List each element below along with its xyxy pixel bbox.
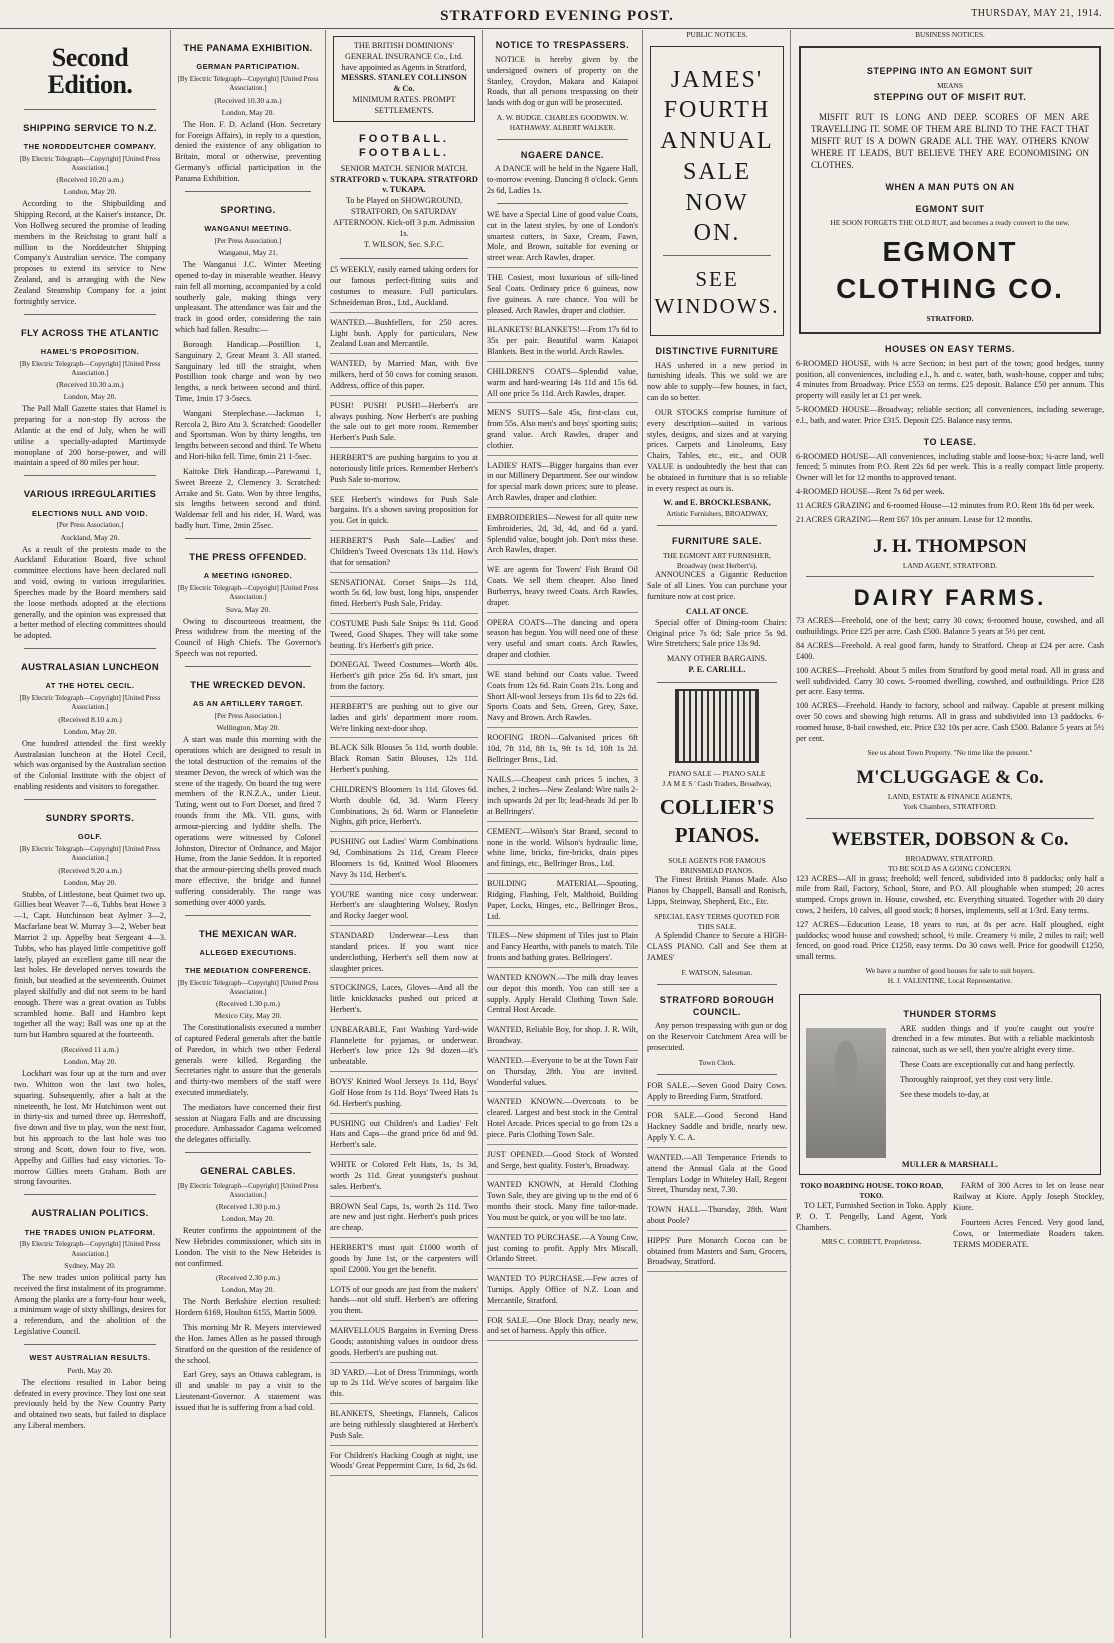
classified-ad: NAILS.—Cheapest cash prices 5 inches, 3 inches, 2 inches—New Zealand: Wire nails 2-inch upwards 2d per lb; lead-heads 3d per lb at Bellringers'.	[487, 775, 638, 822]
classified-ad: ROOFING IRON—Galvanised prices 6ft 10d, 7ft 11d, 8ft 1s, 9ft 1s 1d, 10ft 1s 2d. Bellringer Bros., Ltd.	[487, 733, 638, 769]
ad-body: These Coats are exceptionally cut and hang perfectly.	[900, 1060, 1075, 1070]
dateline: London, May 20.	[63, 1057, 117, 1067]
ad-signature: F. WATSON, Salesman.	[681, 967, 753, 977]
classified-ad: LADIES' HATS—Bigger bargains than ever in our Millinery Department. See our window for special mark down prices; sure to please. Arch Rawles, draper and clothier.	[487, 461, 638, 508]
divider	[340, 258, 468, 259]
classified-ad: BLANKETS, Sheetings, Flannels, Calicos are being ruthlessly slaughtered at Herbert's Push Sale.	[330, 1409, 478, 1445]
dateline: London, May 20.	[63, 726, 117, 736]
ad-line: HE SOON FORGETS THE OLD RUT, and becomes a ready convert to the new.	[830, 218, 1070, 228]
classified-ad: BLANKETS! BLANKETS!—From 17s 6d to 35s per pair. Beautiful warm Kaiapoi Blankets. Best in the world. Arch Rawles.	[487, 325, 638, 361]
article-subhead: THE MEDIATION CONFERENCE.	[184, 965, 312, 975]
ad-line: THE BRITISH DOMINIONS' GENERAL INSURANCE Co., Ltd.	[345, 41, 463, 61]
sale-word: NOW	[685, 189, 749, 216]
article-heading: THE PRESS OFFENDED.	[189, 550, 307, 562]
article-subhead: GERMAN PARTICIPATION.	[196, 62, 300, 72]
article-subhead: WEST AUSTRALIAN RESULTS.	[29, 1352, 151, 1362]
ad-heading: FURNITURE SALE.	[672, 536, 762, 547]
received-time: (Received 2.30 p.m.)	[216, 1273, 280, 1283]
article-subhead: A MEETING IGNORED.	[203, 571, 293, 581]
article-heading: SUNDRY SPORTS.	[45, 811, 135, 823]
classified-ad: MARVELLOUS Bargains in Evening Dress Goods; astonishing values in outdoor dress goods. Herbert's are pushing out.	[330, 1326, 478, 1362]
ad-signature: A. W. BUDGE. CHARLES GOODWIN. W. HATHAWAY. ALBERT WALKER.	[496, 113, 629, 132]
classified-ad: WANTED KNOWN, at Herald Clothing Town Sale, they are giving up to the end of 6 months their stock. Many fine tailor-made. You must be quick, or you will be too late.	[487, 1180, 638, 1227]
ad-body: A DANCE will be held in the Ngaere Hall, to-morrow evening. Dancing 8 o'clock. Gents 2s 6d, Ladies 1s.	[487, 164, 638, 196]
divider	[185, 915, 311, 916]
divider	[185, 538, 311, 539]
article-body: Earl Grey, says an Ottawa cablegram, is ill and unable to pay a visit to the Lieutenant-Governor. A statement was issued that he is suffering from a bad cold.	[175, 1370, 321, 1412]
divider	[24, 1344, 156, 1345]
listing: 4-ROOMED HOUSE—Rent 7s 6d per week.	[796, 487, 945, 497]
divider	[185, 191, 311, 192]
ad-signature: P. E. CARLILL.	[688, 665, 746, 675]
divider	[24, 475, 156, 476]
classified-ad: OPERA COATS—The dancing and opera season has begun. You will need one of these very useful and smart coats. Arch Rawles, draper and clothier.	[487, 618, 638, 665]
sale-word: WINDOWS.	[654, 294, 780, 319]
byline: [Per Press Association.]	[56, 521, 124, 530]
classified-ad: UNBEARABLE, Fast Washing Yard-wide Flannelette for pyjamas, or underwear. Herbert's low price 12s 9d dozen—it's unbeatable.	[330, 1025, 478, 1072]
article-body: Stubbs, of Littlestone, beat Quimet two up. Gillies beat Weaver 7—6, Tubbs beat Howe 3—1, Capt. Hutchinson beat Aylmer 3—2, Macfarlane beat W. Murray 3—2, Weber beat Marriot 2 up. Appelby beat Sergeant 4—3. Tubbs, who has played little competitive golf lately, played an excellent game till near the last holes. He developed nerves towards the finish, but steadied at the seventeenth. Ouimet played skilfully and did not seem to be hard enough. There was a great ovation as Tubbs scrambled home. Ball and Hambro kept together all the way; Ball was one up at the turn but Hambro squared at the fourteenth.	[14, 889, 166, 1040]
ad-line: STEPPING INTO AN EGMONT SUIT	[866, 65, 1034, 76]
listing: 100 ACRES—Freehold. About 5 miles from Stratford by good metal road. All in grass and well subdivided. Carry 30 cows. 5-roomed dwelling, cowshed, and outbuildings. Price £28 per acre. Easy terms.	[796, 665, 1104, 697]
article-heading: FLY ACROSS THE ATLANTIC	[20, 326, 160, 338]
classified-ad: CHILDREN'S Bloomers 1s 11d. Gloves 6d. Worth double 6d, 3d. Warm Fleecy Combinations, 2s 6d. Warm or Flannelette Nights, gift price, Herbert's.	[330, 785, 478, 832]
received-time: (Received 9.20 a.m.)	[58, 865, 122, 875]
article-body: Wangani Steeplechase.—Jackman 1, Rercola 2, Biro Atu 3. Scratched: Goodeller and Sportsman. Won by thirty lengths, ten lengths between second and third. Te Whetu and Hori-hiko fell. Time, 6min 21 1-5sec.	[175, 408, 321, 462]
classified-ad: FOR SALE.—Good Second Hand Hackney Saddle and bridle, nearly new. Apply Y. C. A.	[647, 1111, 787, 1147]
listing: 73 ACRES—Freehold, one of the best; carry 30 cows; 6-roomed house, cowshed, and all outbuildings. Price £25 per acre. Cash £500. Balance 5 years at 5½ per cent.	[796, 616, 1104, 637]
article-subhead: WANGANUI MEETING.	[204, 224, 292, 234]
classified-list	[647, 1081, 787, 1273]
ad-line: J A M E S ' Cash Traders, Broadway,	[662, 778, 772, 788]
ad-line: We have a number of good houses for sale to suit buyers.	[865, 966, 1035, 976]
article-body: The new trades union political party has received the first instalment of its programme. Among the planks are a forty-four hour week, a minimum wage of sixty shillings, desires for a referendum, and the abolition of the Legislative Council.	[14, 1272, 166, 1337]
ad-signature: Town Clerk.	[698, 1057, 736, 1067]
divider	[497, 203, 628, 204]
article-heading: VARIOUS IRREGULARITIES	[23, 488, 157, 500]
classified-ad: WE have a Special Line of good value Coats, cut in the latest styles, by one of London's smartest cutters, in Saxe, Cream, Fawn, Mole, and Brown, suitable for evening or street wear. Arch Rawles, draper.	[487, 210, 638, 268]
ad-body: See these models to-day, at	[900, 1089, 989, 1099]
article-heading: AUSTRALASIAN LUNCHEON	[20, 661, 160, 673]
ad-title: COLLIER'S PIANOS.	[659, 795, 775, 848]
edition-title: Second Edition.	[47, 43, 133, 100]
classified-ad: SEE Herbert's windows for Push Sale bargains. It's a shown saving proposition for you. Get in quick.	[330, 495, 478, 531]
classified-ad: FOR SALE.—Seven Good Dairy Cows. Apply to Breeding Farm, Stratford.	[647, 1081, 787, 1107]
divider	[663, 255, 771, 256]
ad-heading: STRATFORD BOROUGH COUNCIL.	[659, 994, 775, 1017]
egmont-logo: EGMONT CLOTHING CO.	[836, 236, 1064, 305]
classified-ad: JUST OPENED.—Good Stock of Worsted and Serge, best quality. Foster's, Broadway.	[487, 1150, 638, 1176]
byline: [By Electric Telegraph—Copyright] [United Press Association.]	[19, 694, 161, 712]
football-ad	[330, 132, 478, 251]
listing: 100 ACRES—Freehold. Handy to factory, school and railway. Capable at present milking over 50 cows and showing high returns. All in grass and subdivided into 13 paddocks. 6-roomed house, 8-bail cowshed, etc. Price £32 10s per acre. Cash £500. Balance 5 years at 5½ per cent.	[796, 701, 1104, 743]
ad-signature: H. J. VALENTINE, Local Representative.	[887, 975, 1013, 985]
masthead	[0, 0, 1114, 29]
ad-line: TO BE SOLD AS A GOING CONCERN.	[887, 863, 1013, 873]
classified-list	[487, 210, 638, 1341]
ad-heading: TO LEASE.	[923, 436, 977, 447]
raincoat-illustration	[806, 1028, 886, 1158]
ad-heading: NGAERE DANCE.	[520, 149, 605, 160]
classified-ad: BOYS' Knitted Wool Jerseys 1s 11d, Boys' Golf Hose from 1s 11d. Boys' Tweed Hats 1s 6d. Herbert's pushing.	[330, 1077, 478, 1113]
dateline: Suva, May 20.	[225, 604, 271, 614]
ad-line: MANY OTHER BARGAINS.	[667, 654, 767, 664]
received-time: (Received 11 a.m.)	[61, 1045, 119, 1055]
sale-word: SEE	[695, 267, 739, 292]
ad-signature: MRS C. CORBETT, Proprietress.	[821, 1237, 922, 1247]
classified-ad: WANTED.—All Temperance Friends to attend the Annual Gala at the Good Templars Lodge in Whiteley Hall, Regent Street, Thursday next, 7.30.	[647, 1153, 787, 1200]
byline: [By Electric Telegraph—Copyright] [United Press Association.]	[177, 75, 319, 93]
dateline: London, May 20.	[63, 392, 117, 402]
classified-ad: FOR SALE.—One Block Dray, nearly new, and set of harness. Apply this office.	[487, 1316, 638, 1342]
byline: [Per Press Association.]	[214, 712, 282, 721]
ad-body: The Finest British Pianos Made. Also Pianos by Chappell, Bansall and Ronisch, Lipps, Steinway, Shepherd, Etc., Etc.	[647, 875, 787, 907]
dateline: Perth, May 20.	[67, 1365, 113, 1375]
article-body: This morning Mr R. Meyers interviewed the Hon. James Allen as he passed through Stratford on the question of the residence of the school.	[175, 1323, 321, 1365]
classified-ad: HERBERT'S must quit £1000 worth of goods by June 1st, or the carpenters will spoil £2000. You get the benefit.	[330, 1243, 478, 1279]
listing: 123 ACRES—All in grass; freehold; well fenced, subdivided into 8 paddocks; only half a mile from Rail, Factory, School, Store, and P.O. All ploughable when stumped; 20 acres stumped. Crops grown in. House, cowshed, etc. Everything situated. Together with 20 dairy cows, 2 heifers, 10 calves, all good stock; 8 horses, implements, sell at 1/3rd. Easy terms.	[796, 873, 1104, 915]
article-body: A start was made this morning with the operations which are designed to result in the total destruction of the remains of the steamer Devon, the wreck of which was the scene of the tragedy. On board the tug were members of the R.N.Z.A., under Lieut. Tuting, went out to Fort Dorset, and fired 7 rounds from the Mk. VII. guns, with armour-piercing and lyddite shells. The operations were witnessed by Colonel Johnston, Director of Ordnance, and Major Hume, from the Janie Seddon. It is reported that the armour-piercing shells proved much more effective, the bridge and funnel suffering considerably. The range was something over 4000 yards.	[175, 735, 321, 907]
ad-line: THE EGMONT ART FURNISHER, Broadway (next Herbert's),	[662, 550, 772, 570]
ad-body: Special offer of Dining-room Chairs: Original price 7s 6d; Sale price 5s 9d. Wire Stretchers; Sale price 13s 9d.	[647, 617, 787, 649]
byline: [By Electric Telegraph—Copyright] [United Press Association.]	[19, 154, 161, 172]
classified-ad: BROWN Seal Caps, 1s, worth 2s 11d. Two are new and just right. Herbert's push prices are cheap.	[330, 1202, 478, 1238]
listing: 6-ROOMED HOUSE, with ⅛ acre Section; in best part of the town; good hedges, sunny position, all conveniences, including e.l., h. and c. water, bath, wash-house, copper and tubs; 4 minutes from Broadway. Price £553 on terms. £25 deposit. Balance £50 per annum. This property will easily let at £1 per week.	[796, 358, 1104, 401]
agent-name: WEBSTER, DOBSON & Co.	[831, 828, 1069, 850]
column-rule	[482, 30, 483, 1638]
received-time: (Received 10.30 a.m.)	[214, 95, 282, 105]
byline: [By Electric Telegraph—Copyright] [United Press Association.]	[177, 1181, 319, 1199]
agent-sub: BROADWAY, STRATFORD.	[905, 853, 995, 863]
ad-line: have appointed as Agents in Stratford,	[341, 62, 467, 72]
divider	[806, 576, 1094, 577]
article-body: The North Berkshire election resulted: Hordern 6169, Houlton 6155, Martin 5009.	[175, 1297, 321, 1318]
ad-heading: NOTICE TO TRESPASSERS.	[495, 40, 630, 50]
classified-ad: PUSHING out Ladies' Warm Combinations 9d, Combinations 2s 11d, Cream Fleece Bloomers 1s 6d, Knitted Wool Bloomers Navy 3s 11d, Herbert's.	[330, 837, 478, 884]
column-rule	[790, 30, 791, 1638]
sale-word: JAMES'	[670, 66, 764, 93]
farm-ad	[953, 1181, 1104, 1254]
ad-line: SPECIAL EASY TERMS QUOTED FOR THIS SALE.	[654, 911, 780, 931]
ad-line: STRATFORD v. TUKAPA. STRATFORD v. TUKAPA.	[330, 174, 478, 195]
article-heading: THE WRECKED DEVON.	[190, 678, 306, 690]
classified-ad: STOCKINGS, Laces, Gloves—And all the little knickknacks pushed out priced at Herbert's.	[330, 983, 478, 1019]
article-subhead: GOLF.	[77, 832, 103, 842]
classified-ad: WANTED.—Everyone to be at the Town Fair on Thursday, 28th. You are invited. Wonderful values.	[487, 1056, 638, 1092]
classified-ad: STANDARD Underwear—Less than standard prices. If you want nice underclothing, Herbert's sell them now at slaughter prices.	[330, 931, 478, 978]
article-subhead: AS AN ARTILLERY TARGET.	[192, 699, 304, 709]
listing: 21 ACRES GRAZING—Rent £67 10s per annum. Lease for 12 months.	[796, 514, 1033, 524]
piano-illustration	[675, 689, 759, 763]
ad-line: WHEN A MAN PUTS ON AN	[885, 181, 1015, 192]
ad-body: ANNOUNCES a Gigantic Reduction Sale of all Lines. You can purchase your furniture now at cost price.	[647, 570, 787, 602]
ad-line: PIANO SALE — PIANO SALE	[668, 768, 766, 778]
received-time: (Received 10.20 a.m.)	[56, 175, 124, 185]
article-subhead: THE TRADES UNION PLATFORM.	[24, 1227, 156, 1237]
divider	[657, 525, 777, 526]
article-body: Lockhart was four up at the turn and over two. Whitton won the last two holes, squaring. Subsequently, after a halt at the nineteenth, he lost. Mr Hutchinson went out in thirty-six and turned three up. Herreshoff, five down and five to play, won the next four, but his approach to the last hole was too strong and Scott, down four to five, won. Appelby and Gillies had easy victories. To-morrow Gillies meets Graham. Both are strong favourites.	[14, 1069, 166, 1187]
classified-ad: £5 WEEKLY, easily earned taking orders for our famous perfect-fitting suits and costumes to measure. Full particulars. Schneideman Bros., Ltd., Auckland.	[330, 265, 478, 312]
classified-ad: WANTED TO PURCHASE.—A Young Cow, just coming to profit. Apply Mrs Miscall, Orlando Street.	[487, 1233, 638, 1269]
ad-line: MEANS	[937, 80, 963, 90]
section-header: BUSINESS NOTICES.	[915, 30, 985, 39]
classified-ad: EMBROIDERIES—Newest for all quite new Embroideries, 2d, 3d, 4d, and 6d a yard. Splendid value, bought job. Don't miss these. Arch Rawles, draper.	[487, 513, 638, 560]
ad-body: Thoroughly rainproof, yet they cost very little.	[900, 1074, 1053, 1084]
column-2	[175, 30, 321, 1638]
ad-heading: TOKO BOARDING HOUSE. TOKO ROAD, TOKO.	[799, 1181, 944, 1201]
article-subhead: AT THE HOTEL CECIL.	[45, 681, 135, 691]
classified-ad: WANTED, Reliable Boy, for shop. J. R. Wilt, Broadway.	[487, 1025, 638, 1051]
agent-name: J. H. THOMPSON	[873, 535, 1027, 557]
ad-body: A Splendid Chance to Secure a HIGH-CLASS PIANO. Call and See them at JAMES'	[647, 931, 787, 963]
divider	[657, 682, 777, 683]
article-body: One hundred attended the first weekly Australasian luncheon at the Hotel Cecil, which was organised by the Australian section of the Colonial Institute with the object of enabling residents and visitors to foregather.	[14, 738, 166, 792]
article-heading: SHIPPING SERVICE TO N.Z.	[23, 121, 157, 133]
bottom-ads	[796, 1181, 1104, 1254]
article-heading: GENERAL CABLES.	[200, 1165, 296, 1177]
classified-ad: MEN'S SUITS—Sale 45s, first-class cut, from 55s. Also men's and boys' sporting suits; grand value. Arch Rawles, draper and clothier.	[487, 408, 638, 455]
ad-line: CALL AT ONCE.	[685, 606, 749, 616]
column-rule	[642, 30, 643, 1638]
article-body: The Pall Mall Gazette states that Hamel is preparing for a non-stop fly across the Atlantic at the end of July, when he will utilise a specially-adapted Martinsyde monoplane of 200 horse-power, and will maintain a speed of 80 miles per hour.	[14, 404, 166, 468]
ad-heading: HOUSES ON EASY TERMS.	[885, 343, 1015, 354]
classified-ad: PUSHING out Children's and Ladies' Felt Hats and Caps—the grand price 6d and 9d. Herbert's sale.	[330, 1119, 478, 1155]
ad-line: MESSRS. STANLEY COLLINSON & Co.	[341, 73, 467, 94]
classified-ad: BUILDING MATERIAL—Spouting, Ridging, Flashing, Felt, Malthoid, Building Paper, Locks, Hinges, etc., Bellringer Bros., Ltd.	[487, 879, 638, 926]
classified-ad: DONEGAL Tweed Costumes—Worth 40s. Herbert's gift price 25s 6d. It's smart, just from the factory.	[330, 660, 478, 696]
byline: [Per Press Association.]	[214, 236, 282, 245]
ad-body: NOTICE is hereby given by the undersigned owners of property on the Stanley, Croydon, Makara and Kaiapoi Roads, that all persons trespassing on their lands with dog or gun will be prosecuted.	[487, 54, 638, 108]
ad-line: EGMONT SUIT	[915, 203, 985, 214]
article-body: As a result of the protests made to the Auckland Education Board, five school committee elections have been declared null and void, owing to various irregularities. Speeches made by the Board members said the loose methods adopted at the elections generally, and the opinion was expressed that a better method of electing committees should be adopted.	[14, 544, 166, 641]
classified-ad: LOTS of our goods are just from the makers' hands—not old stuff. Herbert's are offering you them.	[330, 1285, 478, 1321]
column-3	[330, 30, 478, 1638]
ad-signature: W. and E. BROCKLESBANK,	[663, 498, 771, 508]
ad-line: STEPPING OUT OF MISFIT RUT.	[873, 92, 1027, 103]
agent-name: M'CLUGGAGE & Co.	[856, 767, 1044, 789]
classified-ad: BLACK Silk Blouses 5s 11d, worth double. Black Roman Satin Blouses, 12s 11d. Herbert's pushing.	[330, 743, 478, 779]
divider	[24, 648, 156, 649]
byline: [By Electric Telegraph—Copyright] [United Press Association.]	[19, 845, 161, 863]
divider	[24, 1194, 156, 1195]
received-time: (Received 1.30 p.m.)	[216, 998, 280, 1008]
byline: [By Electric Telegraph—Copyright] [United Press Association.]	[19, 1240, 161, 1258]
divider	[24, 109, 156, 110]
ad-line: SOLE AGENTS FOR FAMOUS BRINSMEAD PIANOS.	[668, 855, 766, 875]
listing: 127 ACRES—Education Lease, 18 years to run, at 8s per acre. Half ploughed, eight paddocks; wood house and cowshed; school, ½ mile. Creamery ½ mile, 2 miles to rail; well fenced, on good road. Price £1250, easy terms. Do 30 cows well. Price for goodwill £1250, small terms.	[796, 919, 1104, 962]
article-body: Reuter confirms the appointment of the New Hebrides commissioner, which sits in London. The visit to the New Hebrides is not confirmed.	[175, 1226, 321, 1268]
article-body: The Hon. F. D. Acland (Hon. Secretary for Foreign Affairs), in reply to a question, denied the existence of any obligation to Britain, moral or otherwise, preventing Germany's official participation in the Panama Exhibition.	[175, 119, 321, 183]
received-time: (Received 1.30 p.m.)	[216, 1202, 280, 1211]
section-header: PUBLIC NOTICES.	[686, 30, 748, 39]
classified-ad: WE stand behind our Coats value. Tweed Coats from 12s 6d. Rain Coats 21s. Long and Short All-wool Jerseys from 11s 6d to 22s 6d. Sports Coats and Sets, Green, Grey, Saxe, Navy and Brown. Arch Rawles.	[487, 670, 638, 728]
ad-line: To be Played on SHOWGROUND, STRATFORD, On SATURDAY AFTERNOON. Kick-off 3 p.m. Admission 1s.	[333, 196, 475, 238]
column-5	[647, 30, 787, 1638]
ad-heading: THUNDER STORMS	[903, 1008, 997, 1019]
listing: 84 ACRES—Freehold. A real good farm, handy to Stratford. Cheap at £24 per acre. Cash £400.	[796, 641, 1104, 661]
newspaper-title: STRATFORD EVENING POST.	[440, 8, 674, 24]
listing: 5-ROOMED HOUSE—Broadway; reliable section; all conveniences, including sewerage, e.l., bath, and water. Price £315. Deposit £25. Balance easy terms.	[796, 405, 1104, 425]
article-body: Kaitoke Dirk Handicap.—Parewanui 1, Sweet Breeze 2, Clemency 3. Scratched: Arrake and St. Gato. Won by three lengths, six lengths between second and third. Waldemar fell and his rider, H. Ward, was badly hurt. Time, 2min 25sec.	[175, 466, 321, 531]
article-subhead: ALLEGED EXECUTIONS.	[199, 947, 297, 957]
ad-body: MISFIT RUT IS LONG AND DEEP. SCORES OF MEN ARE TRAVELLING IT. SOME OF THEM ARE BLIND TO THE FACT THAT MISFIT RUT IS A DOWN GRADE ALL THE WAY. OTHERS KNOW WHERE IT LEADS, BUT BELIEVE THEY ARE ECONOMISING ON CLOTHES.	[811, 112, 1089, 170]
ad-heading: DAIRY FARMS.	[853, 585, 1047, 611]
classified-ad: WANTED.—Bushfellers, for 250 acres. Light bush. Apply for particulars, New Zealand Loan and Mercantile.	[330, 318, 478, 354]
classified-list	[330, 265, 478, 1476]
classified-ad: WANTED TO PURCHASE.—Few acres of Turnips. Apply Office of N.Z. Loan and Mercantile, Stratford.	[487, 1274, 638, 1310]
column-rule	[170, 30, 171, 1638]
classified-ad: WHITE or Colored Felt Hats, 1s, 1s 3d, worth 2s 11d. Great youngster's pushout sales. Herbert's.	[330, 1160, 478, 1196]
byline: [By Electric Telegraph—Copyright] [United Press Association.]	[19, 359, 161, 377]
article-body: Owing to discourteous treatment, the Press withdrew from the meeting of the Council of High Chiefs. The Governor's Speech was not reported.	[175, 616, 321, 659]
ad-line: See us about Town Property. "No time like the present."	[867, 747, 1033, 757]
byline: [By Electric Telegraph—Copyright] [United Press Association.]	[177, 584, 319, 602]
classified-ad: WE are agents for Towers' Fish Brand Oil Coats. We sell them cheaper. Also lined Burberrys, heavy tweed Coats. Arch Rawles, draper.	[487, 565, 638, 612]
dateline: London, May 20.	[221, 1285, 275, 1295]
classified-ad: THE Cosiest, most luxurious of silk-lined Seal Coats. Ordinary price 6 guineas, now five guineas. A rare chance. You will be pleased. Arch Rawles, draper and clothier.	[487, 273, 638, 320]
dateline: Sydney, May 20.	[64, 1260, 116, 1270]
classified-ad: HIPPS' Pure Monarch Cocoa can be obtained from Masters and Sam, Grocers, Broadway, Stratford.	[647, 1236, 787, 1272]
ad-line: SENIOR MATCH. SENIOR MATCH.	[340, 163, 468, 173]
divider	[24, 799, 156, 800]
divider	[185, 1152, 311, 1153]
listing: 6-ROOMED HOUSE—All conveniences, including stable and loose-box; ¼-acre land, well fenced; 5 minutes from P.O. Rent 22s 6d per week. This is a really compact little property. Owner will let for 12 months to approved tenant.	[796, 451, 1104, 483]
classified-ad: HERBERT'S are pushing bargains to you at notoriously little prices. Remember Herbert's Push Sale to-morrow.	[330, 453, 478, 489]
divider	[657, 1074, 777, 1075]
ad-body: OUR STOCKS comprise furniture of every description—suited in various styles, designs, and sizes and at varying prices. Carpets and Linoleums, Easy Chairs, Tables, etc., etc., and OUR VALUE is undoubtedly the best that can be obtained in furniture that is so reliable in every respect as ours is.	[647, 407, 787, 493]
classified-ad: YOU'RE wanting nice cosy underwear. Herbert's are slaughtering Wolsey, Roslyn and Rocky Jaeger wool.	[330, 890, 478, 926]
dateline: London, May 20.	[221, 1214, 275, 1224]
classified-ad: 3D YARD.—Lot of Dress Trimmings, worth up to 2s 11d. We've scores of bargains like this.	[330, 1368, 478, 1404]
ad-body: ARE sudden things and if you're caught out you're drenched in a few minutes. But with a reliable mackintosh raincoat, such as we sell, then you're alright every time.	[892, 1023, 1094, 1055]
ad-heading: DISTINCTIVE FURNITURE	[655, 345, 779, 356]
divider	[24, 314, 156, 315]
dateline: London, May 20.	[221, 107, 275, 117]
ad-line: MINIMUM RATES. PROMPT SETTLEMENTS.	[352, 95, 456, 115]
column-6	[796, 30, 1104, 1638]
classified-ad: COSTUME Push Sale Snips: 9s 11d. Good Tweed, Good Shapes. They will take some beating. It's Herbert's gift price.	[330, 619, 478, 655]
classified-ad: TILES—New shipment of Tiles just to Plain and Fancy Hearths, with panels to match. Tile fronts and bathing grates. Bellringers'.	[487, 931, 638, 967]
agent-sub: York Chambers, STRATFORD.	[902, 802, 998, 812]
classified-ad: CEMENT.—Wilson's Star Brand, second to none in the world. Wilson's hydraulic lime, white lime, bricks, fire-bricks, drain pipes and fittings, etc., Bellringer Bros., Ltd.	[487, 827, 638, 874]
ad-line: STRATFORD.	[926, 314, 974, 324]
insurance-ad	[333, 36, 475, 122]
ad-body: TO LET, Furnished Section in Toko. Apply P. O. T. Pengelly, Land Agent, York Chambers.	[796, 1200, 947, 1232]
column-4	[487, 30, 638, 1638]
byline: [By Electric Telegraph—Copyright] [United Press Association.]	[177, 978, 319, 996]
egmont-ad	[799, 46, 1101, 334]
ad-body: HAS ushered in a new period in furnishing ideals. This we sold we are now able to supply—few houses, in fact, can do so better.	[647, 360, 787, 403]
issue-date: THURSDAY, MAY 21, 1914.	[971, 8, 1102, 19]
ad-signature: MULLER & MARSHALL.	[901, 1159, 999, 1169]
sale-word: FOURTH	[663, 97, 771, 124]
classified-ad: TOWN HALL—Thursday, 28th. Want about Poole?	[647, 1205, 787, 1231]
classified-ad: SENSATIONAL Corset Snips—2s 11d, worth 5s 6d, low bust, long hips, unspender fitted. Herbert's Push Sale, Friday.	[330, 578, 478, 614]
thunder-ad	[799, 994, 1101, 1176]
agent-sub: LAND AGENT, STRATFORD.	[902, 560, 998, 570]
sale-word: ANNUAL	[660, 128, 774, 155]
divider	[497, 139, 628, 140]
james-sale-ad	[650, 46, 784, 336]
dateline: Auckland, May 20.	[60, 532, 120, 542]
dateline: London, May 20.	[63, 877, 117, 887]
received-time: (Received 8.10 a.m.)	[58, 714, 122, 724]
article-subhead: ELECTIONS NULL AND VOID.	[32, 508, 148, 518]
ad-signature: Artistic Furnishers, BROADWAY,	[666, 509, 768, 519]
article-body: According to the Shipbuilding and Shipping Record, at the Kaiser's instance, Dr. Von Hollweg secured the promise of leading members in the Reichstag to grant half a million to the Norddeutcher Shipping Company's Australian service. The company proposes to extend its service to New Zealand, and is arranging with the New Zealand Steamship Company for a joint fortnightly service.	[14, 199, 166, 306]
ad-signature: T. WILSON, Sec. S.F.C.	[363, 239, 445, 249]
ad-body: FARM of 300 Acres to let on lease near Railway at Kiore. Apply Joseph Stockley, Kiore.	[953, 1181, 1104, 1213]
ad-body: Any person trespassing with gun or dog on the Reservoir Catchment Area will be prosecuted.	[647, 1021, 787, 1053]
listing: 11 ACRES GRAZING and 6-roomed House—12 minutes from P.O. Rent 18s 6d per week.	[796, 500, 1095, 510]
article-subhead: THE NORDDEUTCHER COMPANY.	[23, 142, 157, 151]
see-windows	[653, 266, 781, 321]
article-body: The mediators have concerned their first session at Niagara Falls and are discussing procedure. Ambassador Cagama welcomed the delegates officially.	[175, 1102, 321, 1145]
classified-ad: WANTED, by Married Man, with five milkers, herd of 50 cows for coming season. Address, office of this paper.	[330, 359, 478, 395]
article-heading: THE MEXICAN WAR.	[198, 927, 298, 939]
ad-body: Fourteen Acres Fenced. Very good land, Cows, or Intermediate Roaders taken. TERMS MODERATE.	[953, 1217, 1104, 1249]
received-time: (Received 10.30 a.m.)	[56, 380, 124, 390]
article-subhead: HAMEL'S PROPOSITION.	[40, 346, 140, 356]
dateline: Mexico City, May 20.	[214, 1011, 282, 1020]
sale-headline	[653, 65, 781, 249]
ad-heading: FOOTBALL. FOOTBALL.	[359, 132, 449, 160]
article-body: The elections resulted in Labor being defeated in every province. They lost one seat previously held by the New Country Party and obtained two seats, but failed to displace any Liberal members.	[14, 1377, 166, 1430]
classified-ad: CHILDREN'S COATS—Splendid value, warm and hard-wearing 14s 11d and 15s 6d. All one price 5s 11d. Arch Rawles, draper.	[487, 367, 638, 403]
agent-sub: LAND, ESTATE & FINANCE AGENTS,	[887, 792, 1013, 802]
article-body: Borough Handicap.—Postillion 1, Sanguinary 2, Great Meant 3. All started. Sanguinary led till the straight, when Postillion took charge and won by two lengths, a neck between second and third. Time, 1min 17 3-5secs.	[175, 339, 321, 403]
article-body: The Constitutionalists executed a number of captured Federal generals after the battle of Paredon, in which two other Federal generals were killed. Regarding the Secretaries right to assure that the generals and thirty-two members of the staff were executed immediately.	[175, 1023, 321, 1097]
article-heading: SPORTING.	[220, 203, 276, 215]
dateline: Wellington, May 20.	[216, 723, 280, 733]
article-heading: AUSTRALIAN POLITICS.	[31, 1207, 149, 1219]
article-body: The Wanganui J.C. Winter Meeting opened to-day in miserable weather. Heavy rain fell all morning, accompanied by a cold southerly gale, making things very unpleasant. The attendance was fair and the track in good order, considering the rain which had fallen. Results:—	[175, 260, 321, 335]
classified-ad: For Children's Hacking Cough at night, use Woods' Great Peppermint Cure, 1s 6d, 2s 6d.	[330, 1451, 478, 1477]
divider	[806, 818, 1094, 819]
sale-word: ON.	[693, 220, 741, 247]
classified-ad: WANTED KNOWN.—The milk dray leaves our depot this month. You can still see a supply. Apply Herald Clothing Town Sale. Central Host Arcade.	[487, 973, 638, 1020]
classified-ad: HERBERT'S are pushing out to give our ladies and girls' department more room. We're linking next-door shop.	[330, 702, 478, 738]
sale-word: SALE	[683, 158, 751, 185]
divider	[185, 666, 311, 667]
divider	[657, 984, 777, 985]
column-rule	[325, 30, 326, 1638]
article-heading: THE PANAMA EXHIBITION.	[183, 42, 313, 53]
dateline: Wanganui, May 21.	[218, 248, 278, 258]
classified-ad: HERBERT'S Push Sale—Ladies' and Children's Tweed Overcoats 13s 11d. How's that for sensation?	[330, 536, 478, 572]
classified-ad: PUSH! PUSH! PUSH!—Herbert's are always pushing. Now Herbert's are pushing the sale out to get more room. Remember Herbert's Push Sale.	[330, 401, 478, 448]
toko-ad	[796, 1181, 947, 1254]
classified-ad: WANTED KNOWN.—Overcoats to be cleared. Largest and best stock in the Central Hotel Arcade. Prices special to go from 12s a piece. Paris Clothing Town Sale.	[487, 1097, 638, 1144]
column-1	[14, 30, 166, 1638]
dateline: London, May 20.	[63, 187, 117, 197]
